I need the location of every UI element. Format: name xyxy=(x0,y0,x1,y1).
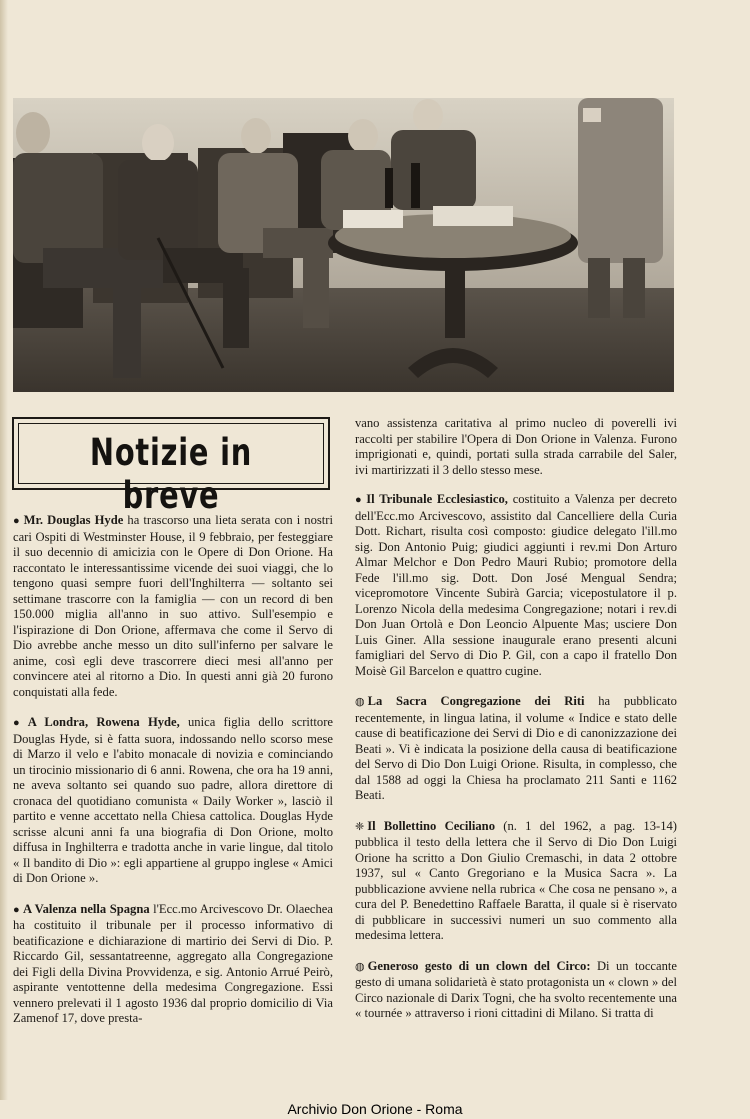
news-item xyxy=(13,715,333,887)
news-item xyxy=(355,492,677,679)
news-item xyxy=(355,694,677,804)
news-item-lead: A Londra, Rowena Hyde, xyxy=(27,715,180,729)
bullet-icon: ● xyxy=(13,717,25,729)
page-edge xyxy=(0,0,8,1119)
right-column xyxy=(355,416,677,1037)
news-item xyxy=(13,513,333,700)
group-photo xyxy=(13,98,674,392)
news-item-text: l'Ecc.mo Arcivescovo Dr. Olaechea ha costituito il tribunale per il processo informativo di beatificazione e dichiarazione di martirio dei Servi di Dio. P. Riccardo Gil, sessantatreenne, aggregato alla Congregazione dei Figli della Divina Provvidenza, e sig. Antonio Arrué Peirò, aspirante ventottenne della medesima Congregazione. Essi vennero prelevati il 1 agosto 1936 dal proprio domicilio di Via Zamenof 17, dove presta- xyxy=(13,901,333,1025)
bullet-icon: ◍ xyxy=(355,960,365,973)
bullet-icon: ● xyxy=(355,494,364,506)
news-item xyxy=(355,819,677,944)
news-item-text: costituito a Valenza per decreto dell'Ecc.mo Arcivescovo, assistito dal Cancelliere della Curia Dott. Richart, risulta così composto: giudice delegato l'ill.mo sig. Don Antonio Puig; giudici aggiunti i rev.mi Don Arturo Almar Melchor e Don Pedro Mauri Rubio; promotore della Fede l'ill.mo sig. Dott. Don José Mengual Sendra; vicepromotore Vincente Subirà Garcia; vicepostulatore il p. Lorenzo Nicola della medesima Congregazione; notari i rev.di Don Juan Ortolà e Don Leoncio Alpuente Mas; usciere Don Luis Giner. Alla sessione inaugurale erano presenti alcuni famigliari del Servo di Dio P. Gil, con a capo il fratello Don Moisè Gil Barcelon e quattro cugine. xyxy=(355,492,677,678)
news-item xyxy=(355,959,677,1022)
bullet-icon: ◍ xyxy=(355,696,365,708)
news-item-text: ha pubblicato recentemente, in lingua latina, il volume « Indice e stato delle cause di beatificazione dei Servi di Dio e di canonizzazione dei Beati ». Vi è indicata la posizione della causa di beatificazione del Servo di Dio Don Luigi Orione. Risulta, in complesso, che dal 1588 ad oggi la Chiesa ha proclamato 211 Santi e 1162 Beati. xyxy=(355,694,677,802)
photo-illustration xyxy=(13,98,674,392)
left-column xyxy=(13,513,333,1042)
news-item-lead: A Valenza nella Spagna xyxy=(22,901,150,916)
news-item-text: ha trascorso una lieta serata con i nostri cari Ospiti di Westminster House, il 9 febbraio, per festeggiare il suo decennio di amicizia con le Opere di Don Orione. Ha raccontato le interessantissime vicende dei suoi viaggi, che lo tengono quasi sempre fuori dell'Inghilterra — soltanto sei settimane trascorre con la famiglia — con un record di ben 150.000 miglia all'anno in suo attivo. Sull'esempio e l'ispirazione di Don Orione, affermava che come il Servo di Dio avrebbe anche messo un dito sull'inferno per salvare le anime, così egli deve trascorrere dieci mesi all'anno per convincere atei al ritorno a Dio. In questi anni già 20 furono conquistati alla fede. xyxy=(13,513,333,699)
news-item-lead: Mr. Douglas Hyde xyxy=(23,513,124,527)
news-item-lead: Il Tribunale Ecclesiastico, xyxy=(366,492,508,506)
news-item-text: (n. 1 del 1962, a pag. 13-14) pubblica il testo della lettera che il Servo di Dio Don Luigi Orione ha scritto a Don Giulio Cremaschi, in data 2 ottobre 1937, sul « Canto Gregoriano e la Musica Sacra ». La pubblicazione avviene nella rubrica « Che cosa ne pensano », a cura del P. Benedettino Raffaele Baratta, il quale si è riservato di pubblicare in successivi numeri un suo commento alla medesima lettera. xyxy=(355,818,677,942)
news-item-text: vano assistenza caritativa al primo nucleo di poverelli ivi raccolti per stabilire l'Opera di Don Orione in Valenza. Furono imprigionati e, quindi, portati sulla strada carrabile del Saler, ivi martirizzati il 3 dello stesso mese. xyxy=(355,416,677,477)
news-item-text: unica figlia dello scrittore Douglas Hyde, si è fatta suora, indossando nello scorso mese di Marzo il velo e l'abito monacale di novizia e cominciando un tirocinio missionario di 6 anni. Rowena, che ora ha 19 anni, ne aveva soltanto sei quando suo padre, allora direttore di cronaca del quotidiano comunista « Daily Worker », lasciò il partito e venne accettato nella Chiesa cattolica. Douglas Hyde scrisse alcuni anni fa una biografia di Don Orione, molto diffusa in Inghilterra e tradotta anche in varie lingue, dal titolo « Il bandito di Dio »: egli appartiene al gruppo inglese « Amici di Don Orione ». xyxy=(13,715,333,885)
news-item-lead: Generoso gesto di un clown del Circo: xyxy=(367,958,591,973)
bullet-icon: ● xyxy=(13,515,21,527)
news-item-continued xyxy=(355,416,677,478)
page-title: Notizie in breve xyxy=(89,431,253,517)
news-item xyxy=(13,902,333,1027)
news-item-lead: Il Bollettino Ceciliano xyxy=(367,818,495,833)
news-item-lead: La Sacra Congregazione dei Riti xyxy=(367,694,585,708)
bullet-icon: ● xyxy=(13,903,20,916)
news-item-text: Di un toccante gesto di umana solidarietà è stato protagonista un « clown » del Circo nazionale di Darix Togni, che ha svolto recentemente una « tournée » attraverso i rioni cittadini di Milano. Si tratta di xyxy=(355,958,677,1020)
bullet-icon: ❈ xyxy=(355,820,365,833)
headline-box xyxy=(12,417,330,517)
archive-footer: Archivio Don Orione - Roma xyxy=(0,1100,750,1119)
